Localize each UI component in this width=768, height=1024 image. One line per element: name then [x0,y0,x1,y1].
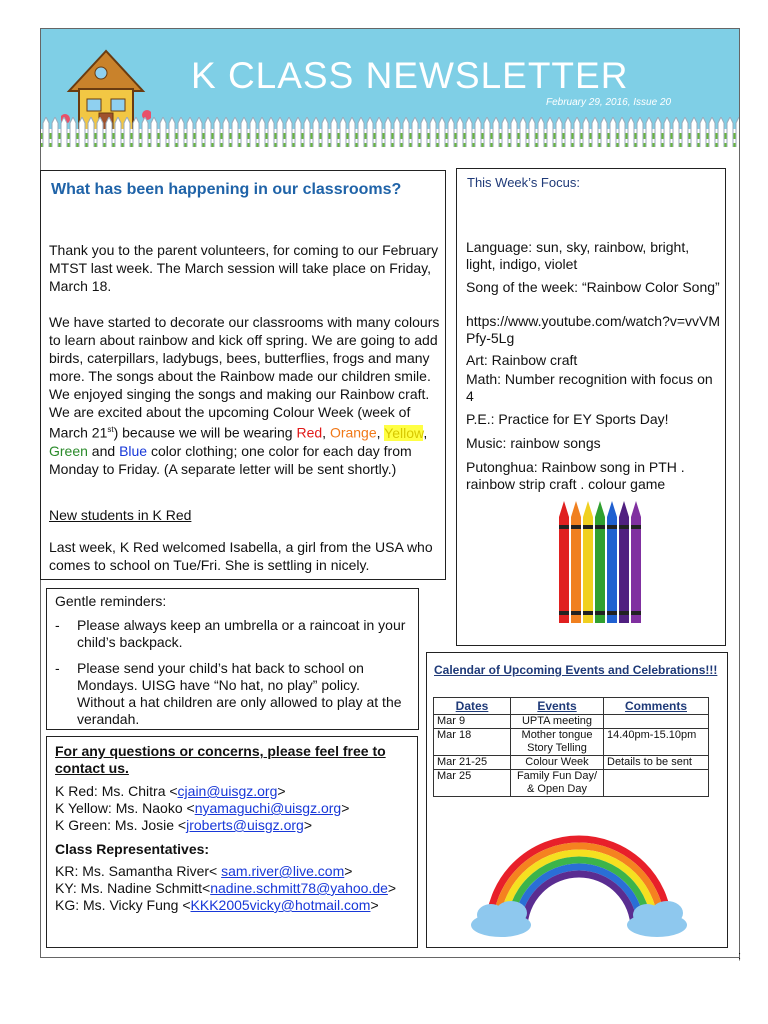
email-link[interactable]: cjain@uisgz.org [177,783,278,799]
col-header-comments: Comments [604,698,709,715]
new-students-heading: New students in K Red [49,506,192,523]
reminder-item: - Please send your child’s hat back to school on Mondays. UISG have “No hat, no play” policy. Without a hat children are only allowed to play at the verandah. [55,660,402,727]
classroom-news-box [40,170,446,580]
calendar-box [426,652,728,948]
rep-ky: KY: Ms. Nadine Schmitt<nadine.schmitt78@yahoo.de> [55,880,397,896]
reminders-title: Gentle reminders: [55,593,167,609]
teacher-k-yellow: K Yellow: Ms. Naoko <nyamaguchi@uisgz.org> [55,800,350,816]
rep-kg: KG: Ms. Vicky Fung <KKK2005vicky@hotmail.com> [55,897,379,913]
crayons-image [555,499,645,627]
focus-art: Art: Rainbow craft [466,352,578,368]
email-link[interactable]: jroberts@uisgz.org [186,817,304,833]
classroom-news-heading: What has been happening in our classrooms? [51,181,402,198]
teacher-k-red: K Red: Ms. Chitra <cjain@uisgz.org> [55,783,286,799]
teacher-k-green: K Green: Ms. Josie <jroberts@uisgz.org> [55,817,312,833]
reps-heading: Class Representatives: [55,841,210,857]
col-header-events: Events [511,698,604,715]
email-link[interactable]: sam.river@live.com [221,863,345,879]
contact-box [46,736,418,948]
focus-music: Music: rainbow songs [466,435,601,451]
focus-language: Language: sun, sky, rainbow, bright, light, indigo, violet [466,239,690,272]
calendar-table [433,697,709,797]
col-header-dates: Dates [434,698,511,715]
cloud-left-icon [471,901,531,937]
color-green: Green [49,442,88,459]
decorating-paragraph: We have started to decorate our classrooms with many colours to learn about rainbow and kick off spring. We are going to add birds, caterpillars, ladybugs, bees, butterflies, frogs and many more. The songs about the Rainbow made our children smile. We enjoyed singing the songs and making our Rainbow craft. We are excited about the upcoming Colour Week (week of March 21st) because we will be wearing Red, Orange, Yellow, Green and Blue color clothing; one color for each day from Monday to Friday. (A separate letter will be sent shortly.) [49,314,440,477]
focus-title: This Week’s Focus: [467,175,580,190]
contact-heading: For any questions or concerns, please feel free to contact us. [55,743,386,776]
reminders-list [55,617,410,737]
focus-pe: P.E.: Practice for EY Sports Day! [466,411,669,427]
reminder-item: - Please always keep an umbrella or a raincoat in your child’s backpack. [55,617,406,650]
table-row: Mar 18 Mother tongue Story Telling 14.40pm-15.10pm [434,729,709,756]
rep-kr: KR: Ms. Samantha River< sam.river@live.com> [55,863,353,879]
issue-date: February 29, 2016, Issue 20 [546,97,672,108]
rainbow-image [461,829,697,941]
fence-decoration [41,117,739,147]
page-mark: ; [738,950,742,962]
color-orange: Orange [329,424,377,441]
weekly-focus-box [456,168,726,646]
focus-math: Math: Number recognition with focus on 4 [466,371,713,404]
email-link[interactable]: nadine.schmitt78@yahoo.de [210,880,388,896]
focus-putonghua: Putonghua: Rainbow song in PTH . rainbow strip craft . colour game [466,459,685,492]
table-row: Mar 9 UPTA meeting [434,715,709,729]
mtst-paragraph: Thank you to the parent volunteers, for coming to our February MTST last week. The March session will take place on Friday, March 18. [49,242,439,294]
reminders-box [46,588,419,730]
focus-song-url[interactable]: https://www.youtube.com/watch?v=vvVMPfy-5Lg [466,313,721,346]
table-row: Mar 25 Family Fun Day/ & Open Day [434,770,709,797]
color-yellow: Yellow [384,424,424,441]
calendar-title: Calendar of Upcoming Events and Celebrations!!! [434,663,718,677]
email-link[interactable]: KKK2005vicky@hotmail.com [190,897,371,913]
table-row: Mar 21-25 Colour Week Details to be sent [434,756,709,770]
color-blue: Blue [119,442,148,459]
new-students-text: Last week, K Red welcomed Isabella, a girl from the USA who comes to school on Tue/Fri. She is settling in nicely. [49,538,433,573]
header-banner [41,29,739,147]
newsletter-title: K CLASS NEWSLETTER [191,55,629,96]
color-red: Red [296,424,323,441]
email-link[interactable]: nyamaguchi@uisgz.org [194,800,342,816]
focus-song: Song of the week: “Rainbow Color Song” [466,279,720,295]
